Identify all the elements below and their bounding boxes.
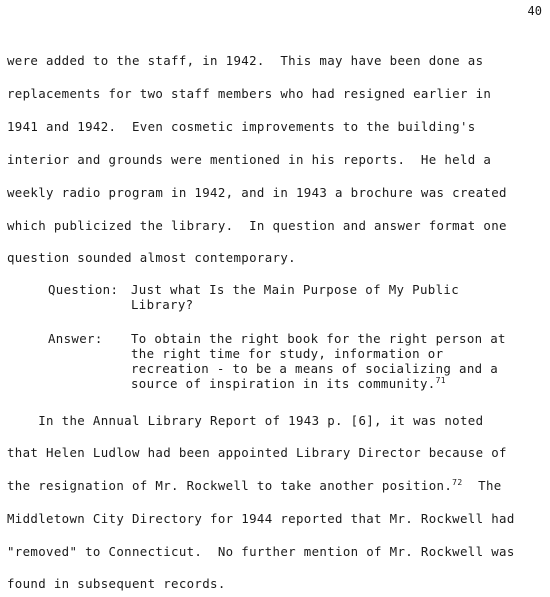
body-line: "removed" to Connecticut. No further mention of Mr. Rockwell was bbox=[7, 544, 515, 559]
answer-label: Answer: bbox=[48, 331, 103, 346]
body-line-tail: The bbox=[462, 478, 502, 493]
page-number: 40 bbox=[527, 4, 542, 18]
body-line: replacements for two staff members who had resigned earlier in bbox=[7, 86, 492, 101]
body-line: were added to the staff, in 1942. This may have been done as bbox=[7, 53, 484, 68]
question-line: Library? bbox=[131, 297, 194, 312]
body-line: weekly radio program in 1942, and in 1943 a brochure was created bbox=[7, 185, 507, 200]
body-line: interior and grounds were mentioned in his reports. He held a bbox=[7, 152, 492, 167]
footnote-marker: 71 bbox=[435, 375, 446, 385]
footnote-marker: 72 bbox=[452, 477, 463, 487]
answer-line: To obtain the right book for the right person at bbox=[131, 331, 506, 346]
body-line: that Helen Ludlow had been appointed Library Director because of bbox=[7, 445, 507, 460]
answer-line: the right time for study, information or bbox=[131, 346, 444, 361]
answer-line-last bbox=[131, 377, 446, 391]
body-line: Middletown City Directory for 1944 reported that Mr. Rockwell had bbox=[7, 511, 515, 526]
question-label: Question: bbox=[48, 282, 119, 297]
body-line: found in subsequent records. bbox=[7, 576, 226, 591]
question-line: Just what Is the Main Purpose of My Public bbox=[131, 282, 460, 297]
body-line: which publicized the library. In question and answer format one bbox=[7, 218, 507, 233]
body-line: In the Annual Library Report of 1943 p. [6], it was noted bbox=[7, 413, 484, 428]
body-line-text: the resignation of Mr. Rockwell to take another position. bbox=[7, 478, 453, 493]
answer-line-text: source of inspiration in its community. bbox=[131, 376, 436, 391]
answer-line: recreation - to be a means of socializing and a bbox=[131, 361, 499, 376]
body-line: question sounded almost contemporary. bbox=[7, 250, 296, 265]
body-line: 1941 and 1942. Even cosmetic improvements to the building's bbox=[7, 119, 476, 134]
body-line bbox=[7, 479, 502, 493]
